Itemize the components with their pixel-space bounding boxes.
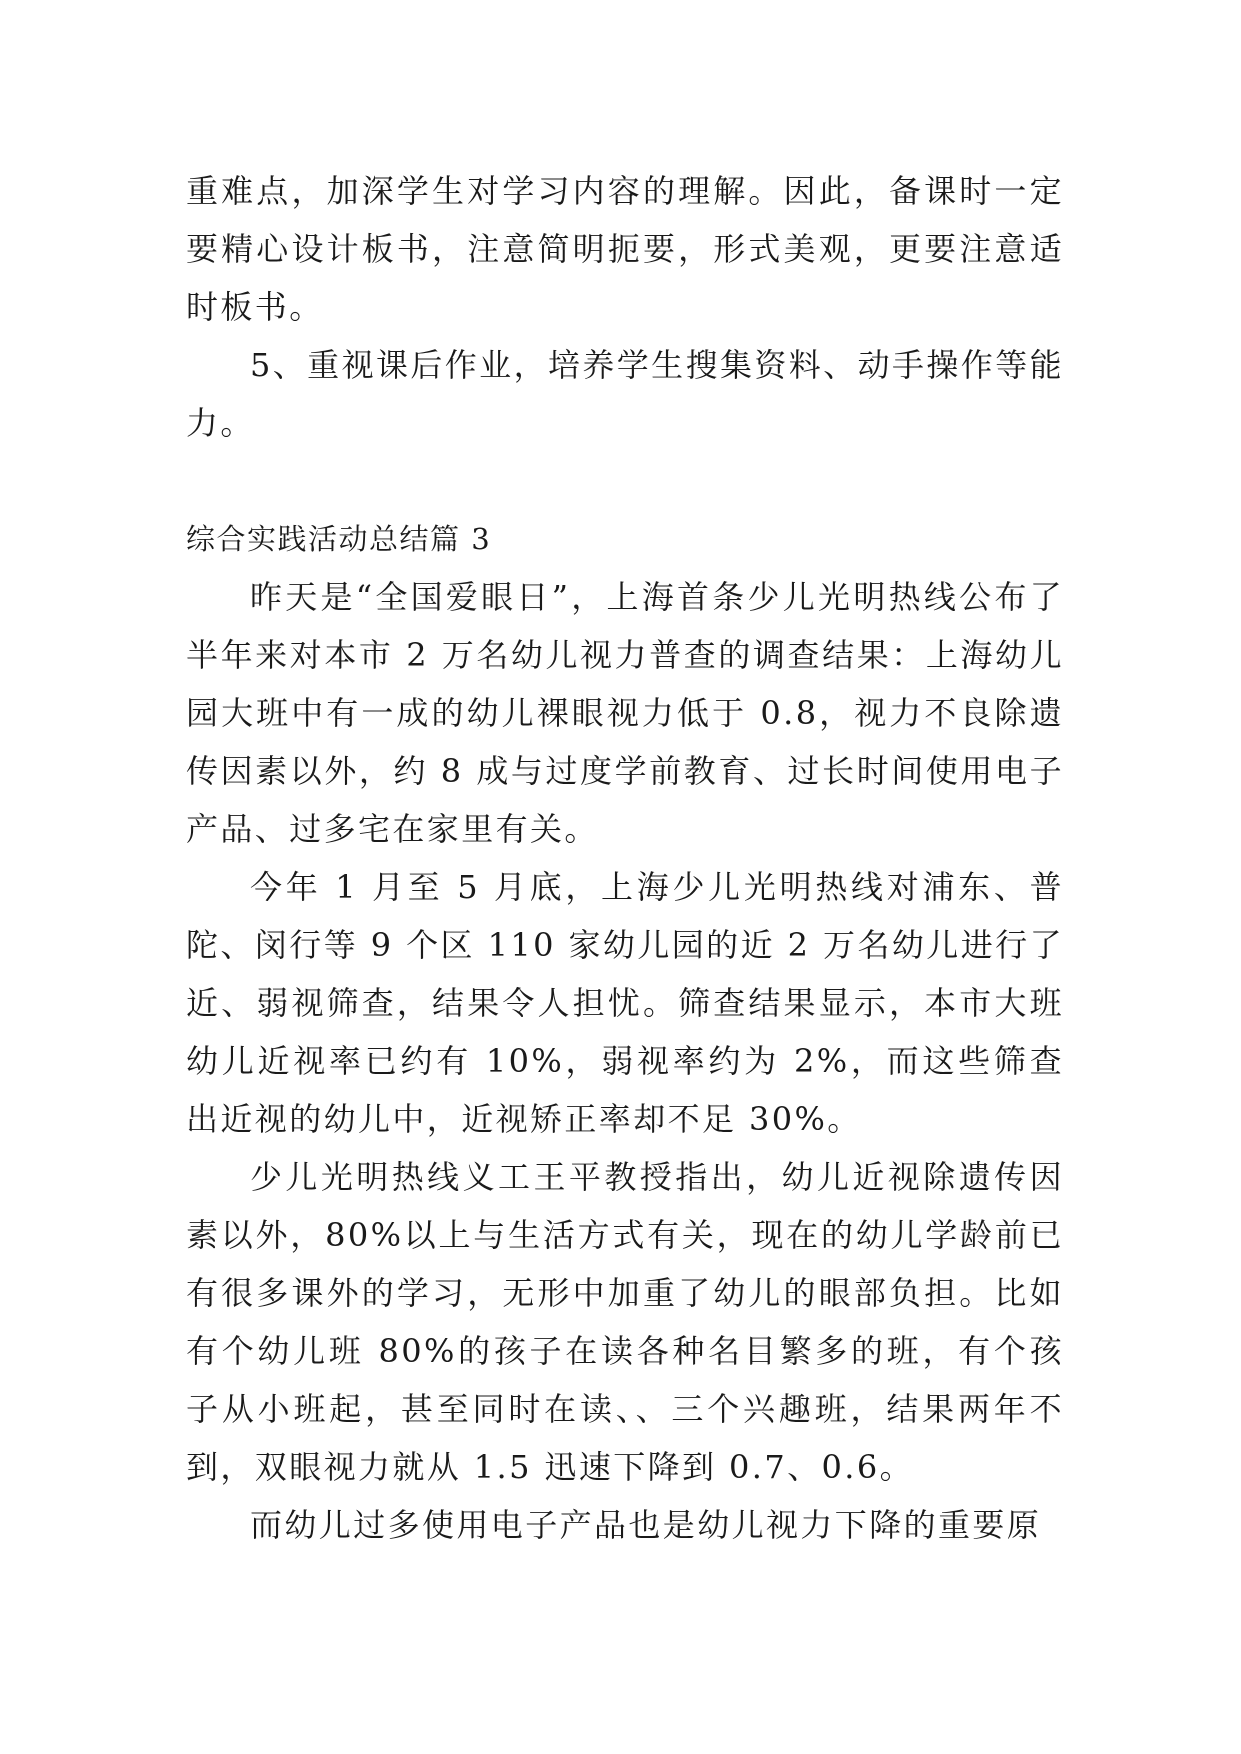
paragraph-item-5: 5、重视课后作业，培养学生搜集资料、动手操作等能力。 [186,346,1064,442]
section-title: 综合实践活动总结篇 3 [186,522,492,556]
paragraph-continuation: 重难点，加深学生对学习内容的理解。因此，备课时一定要精心设计板书，注意简明扼要，形式美观，更要注意适时板书。 [186,172,1064,326]
paragraph-screening: 今年 1 月至 5 月底，上海少儿光明热线对浦东、普陀、闵行等 9 个区 110 家幼儿园的近 2 万名幼儿进行了近、弱视筛查，结果令人担忧。筛查结果显示，本市大班幼儿近视率已约有 10%，弱视率约为 2%，而这些筛查出近视的幼儿中，近视矫正率却不足 30%。 [186,868,1064,1138]
document-body [186,162,1064,1554]
paragraph-electronics: 而幼儿过多使用电子产品也是幼儿视力下降的重要原 [250,1506,1042,1544]
paragraph-eye-day: 昨天是“全国爱眼日”，上海首条少儿光明热线公布了半年来对本市 2 万名幼儿视力普查的调查结果：上海幼儿园大班中有一成的幼儿裸眼视力低于 0.8，视力不良除遗传因素以外，约 8 成与过度学前教育、过长时间使用电子产品、过多宅在家里有关。 [186,578,1064,848]
paragraph-professor: 少儿光明热线义工王平教授指出，幼儿近视除遗传因素以外，80%以上与生活方式有关，现在的幼儿学龄前已有很多课外的学习，无形中加重了幼儿的眼部负担。比如有个幼儿班 80%的孩子在读各种名目繁多的班，有个孩子从小班起，甚至同时在读、、三个兴趣班，结果两年不到，双眼视力就从 1.5 迅速下降到 0.7、0.6。 [186,1158,1064,1486]
